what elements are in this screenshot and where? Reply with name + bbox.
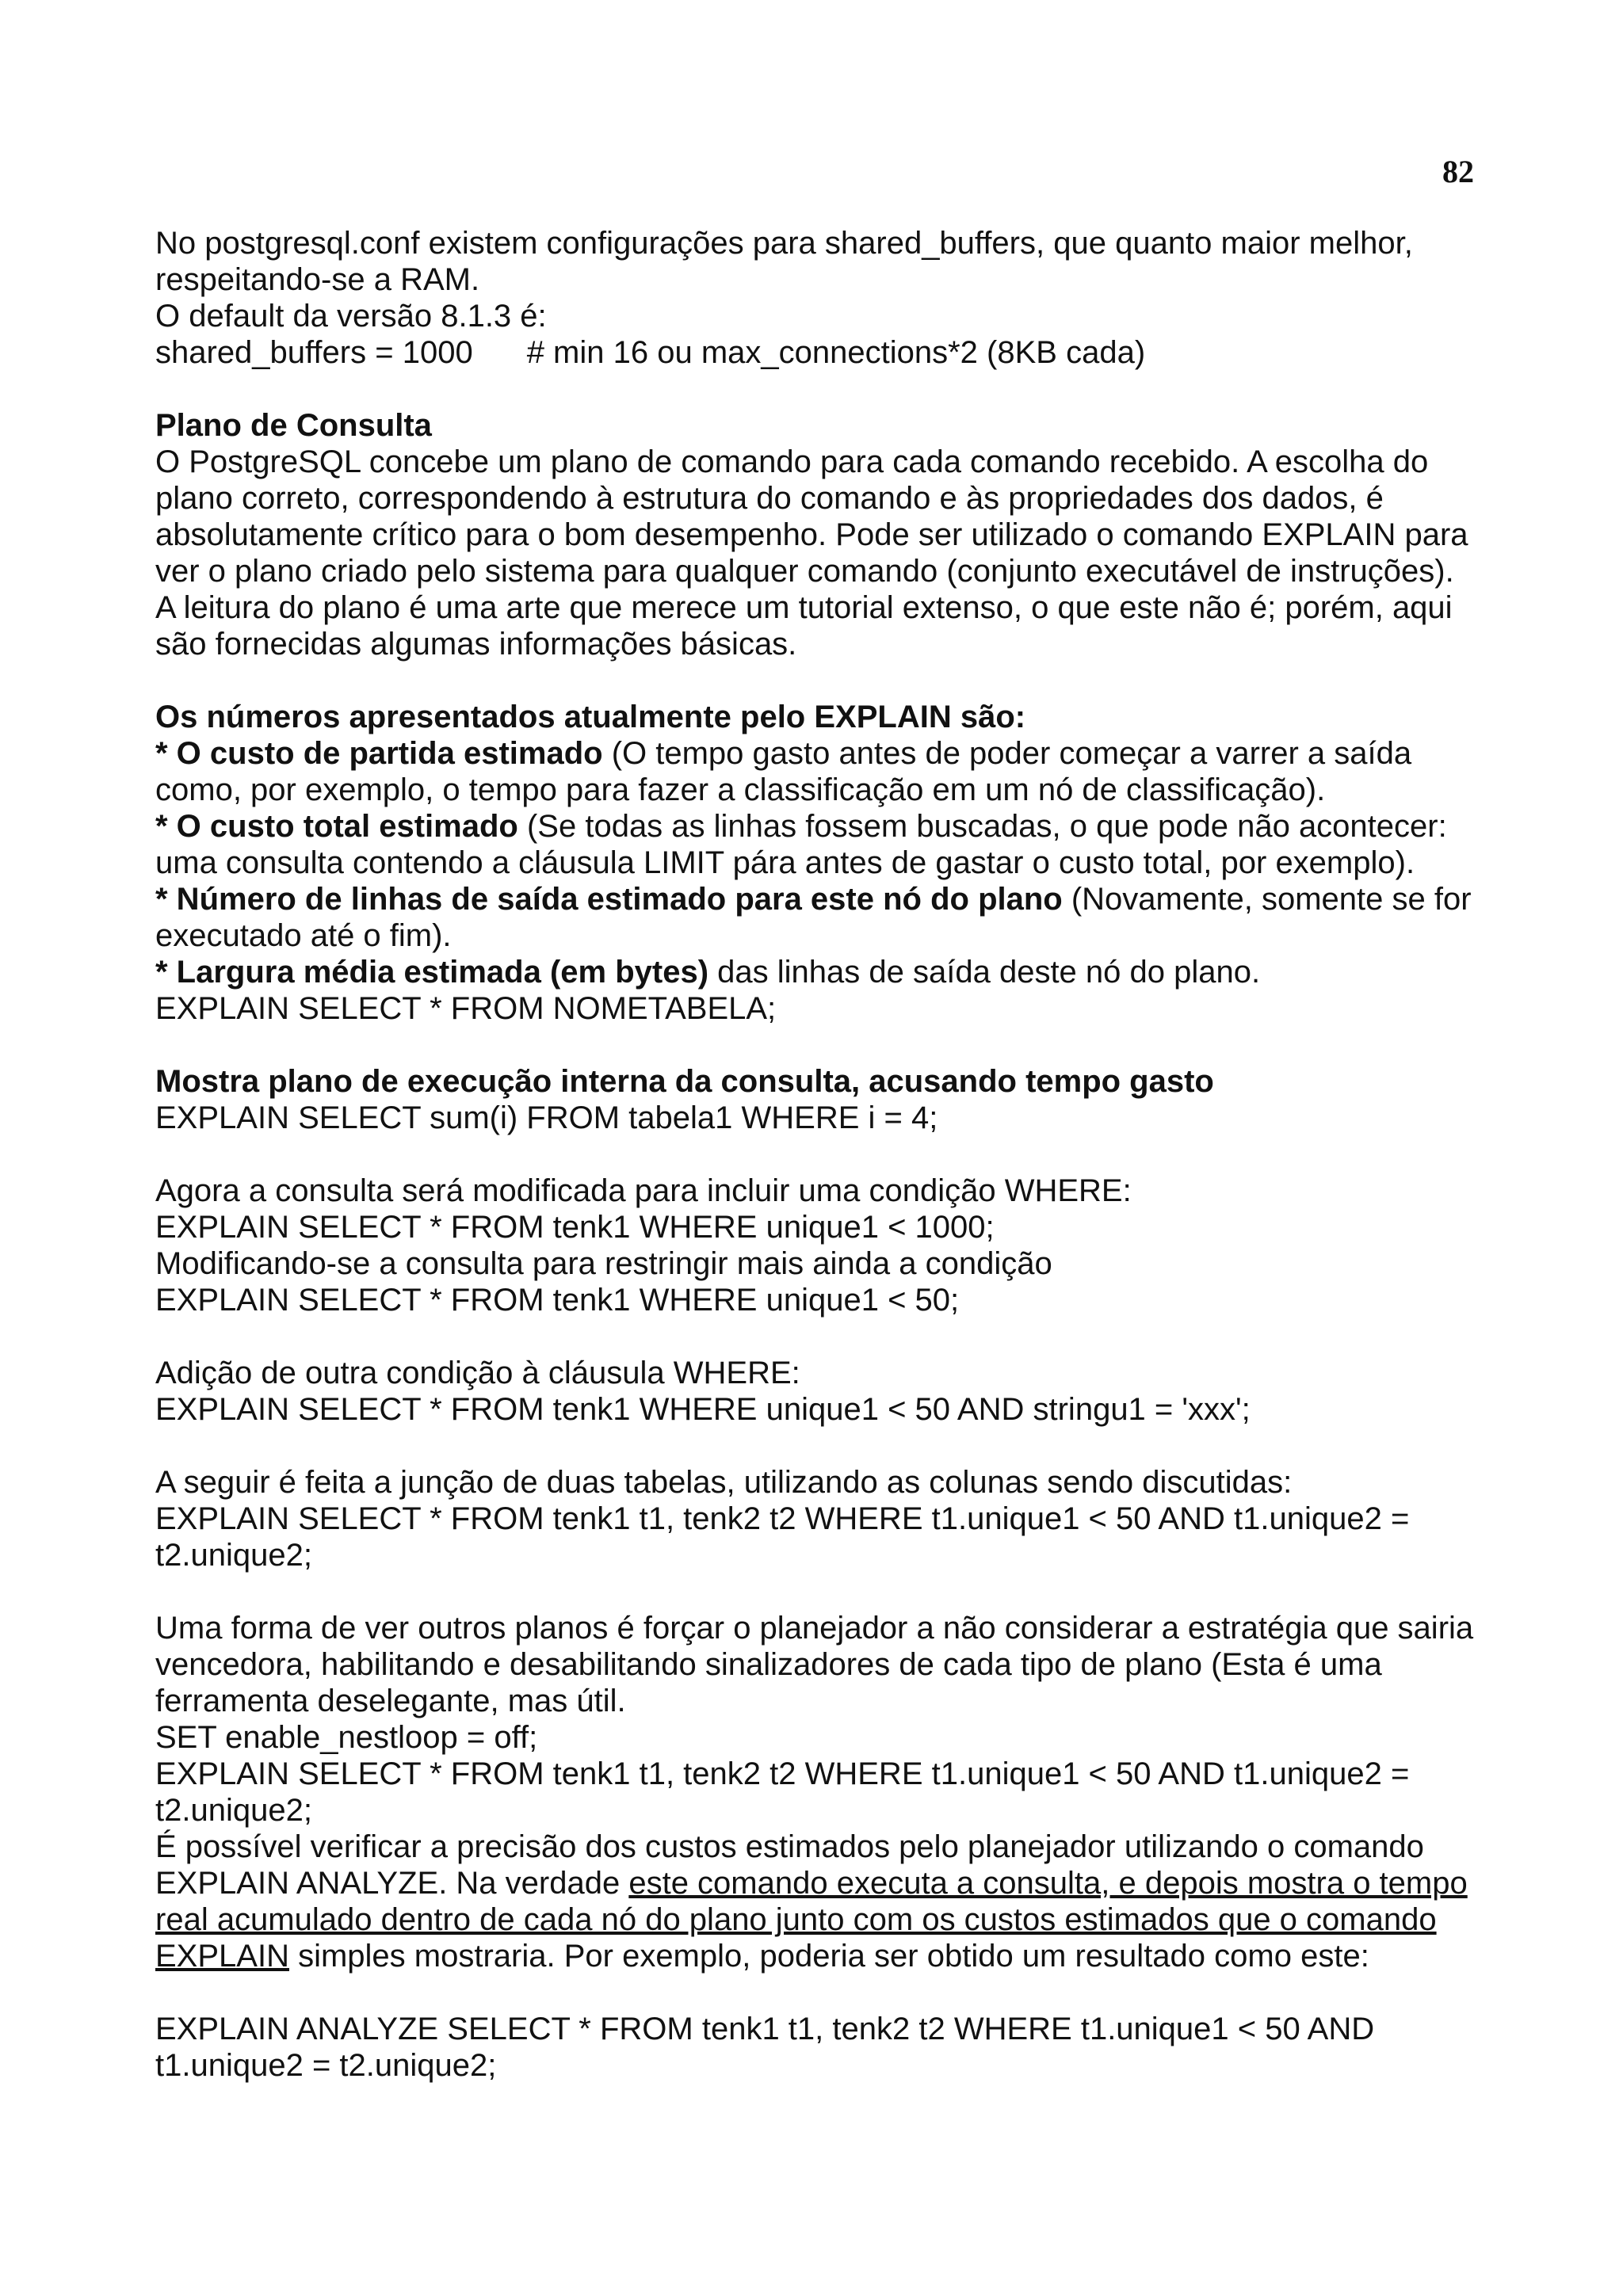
juncao-section — [155, 1464, 1550, 1573]
outros-planos-section — [155, 1610, 1550, 1974]
config-setting: shared_buffers = 1000 — [155, 335, 473, 370]
analyze-section — [155, 2011, 1550, 2084]
intro-paragraph — [155, 225, 1550, 371]
sql-command: t2.unique2; — [155, 1793, 312, 1828]
underlined-text: real acumulado dentro de cada nó do plano junto com os custos estimados que o comando — [155, 1902, 1437, 1937]
text-line: Modificando-se a consulta para restringir mais ainda a condição — [155, 1246, 1052, 1281]
text-line — [155, 1865, 1550, 1901]
text-line: O PostgreSQL concebe um plano de comando para cada comando recebido. A escolha do — [155, 444, 1429, 479]
section-heading: Mostra plano de execução interna da consulta, acusando tempo gasto — [155, 1064, 1214, 1099]
text-line: A leitura do plano é uma arte que merece um tutorial extenso, o que este não é; porém, aqui — [155, 590, 1453, 625]
page-number: 82 — [1442, 154, 1474, 189]
bullet-text: (Novamente, somente se for — [1062, 882, 1472, 917]
text-line: Adição de outra condição à cláusula WHERE: — [155, 1356, 800, 1390]
sql-command: SET enable_nestloop = off; — [155, 1720, 538, 1755]
bullet-item — [155, 954, 1550, 990]
text-line: ferramenta deselegante, mas útil. — [155, 1684, 626, 1718]
underlined-text: EXPLAIN — [155, 1939, 289, 1974]
sql-command: EXPLAIN SELECT * FROM tenk1 WHERE unique1 < 1000; — [155, 1210, 995, 1245]
config-comment: # min 16 ou max_connections*2 (8KB cada) — [526, 335, 1146, 370]
text-line — [155, 1938, 1550, 1974]
text-line: No postgresql.conf existem configurações para shared_buffers, que quanto maior melhor, — [155, 226, 1413, 261]
text-line: respeitando-se a RAM. — [155, 262, 480, 297]
text-line: uma consulta contendo a cláusula LIMIT pára antes de gastar o custo total, por exemplo). — [155, 845, 1415, 880]
sql-command: t1.unique2 = t2.unique2; — [155, 2048, 497, 2083]
text-line: plano correto, correspondendo à estrutura do comando e às propriedades dos dados, é — [155, 481, 1384, 516]
section-heading: Os números apresentados atualmente pelo EXPLAIN são: — [155, 700, 1026, 734]
bullet-text: das linhas de saída deste nó do plano. — [708, 955, 1261, 990]
bullet-term: * Número de linhas de saída estimado para este nó do plano — [155, 882, 1063, 917]
page-content — [155, 225, 1550, 2084]
mostra-section — [155, 1063, 1550, 1136]
bullet-term: * O custo total estimado — [155, 809, 518, 844]
bullet-item — [155, 808, 1550, 845]
text-line: ver o plano criado pelo sistema para qualquer comando (conjunto executável de instruções). — [155, 554, 1454, 589]
section-heading: Plano de Consulta — [155, 408, 432, 443]
text-line: Uma forma de ver outros planos é forçar o planejador a não considerar a estratégia que sairia — [155, 1611, 1474, 1646]
where-section — [155, 1173, 1550, 1318]
sql-command: EXPLAIN SELECT * FROM tenk1 t1, tenk2 t2 WHERE t1.unique1 < 50 AND t1.unique2 = — [155, 1501, 1410, 1536]
adicao-section — [155, 1355, 1550, 1428]
text-line: O default da versão 8.1.3 é: — [155, 299, 547, 334]
sql-command: EXPLAIN SELECT sum(i) FROM tabela1 WHERE i = 4; — [155, 1100, 938, 1135]
bullet-text: (Se todas as linhas fossem buscadas, o que pode não acontecer: — [517, 809, 1447, 844]
config-line — [155, 334, 1550, 371]
sql-command: t2.unique2; — [155, 1538, 312, 1573]
text-line: A seguir é feita a junção de duas tabelas, utilizando as colunas sendo discutidas: — [155, 1465, 1293, 1500]
bullet-term: * O custo de partida estimado — [155, 736, 603, 771]
plano-section — [155, 407, 1550, 662]
bullet-text: (O tempo gasto antes de poder começar a varrer a saída — [602, 736, 1412, 771]
sql-command: EXPLAIN SELECT * FROM tenk1 WHERE unique1 < 50; — [155, 1283, 960, 1318]
sql-command: EXPLAIN ANALYZE SELECT * FROM tenk1 t1, tenk2 t2 WHERE t1.unique1 < 50 AND — [155, 2012, 1375, 2046]
text-line: absolutamente crítico para o bom desempenho. Pode ser utilizado o comando EXPLAIN para — [155, 517, 1468, 552]
numeros-section — [155, 699, 1550, 1027]
underlined-text: este comando executa a consulta, e depois mostra o tempo — [628, 1866, 1468, 1901]
bullet-item — [155, 735, 1550, 772]
text-line: como, por exemplo, o tempo para fazer a classificação em um nó de classificação). — [155, 772, 1326, 807]
plain-text: EXPLAIN ANALYZE. Na verdade — [155, 1866, 629, 1901]
text-line: vencedora, habilitando e desabilitando sinalizadores de cada tipo de plano (Esta é uma — [155, 1647, 1382, 1682]
text-line: são fornecidas algumas informações básicas. — [155, 627, 797, 662]
bullet-term: * Largura média estimada (em bytes) — [155, 955, 709, 990]
plain-text: simples mostraria. Por exemplo, poderia ser obtido um resultado como este: — [288, 1939, 1369, 1974]
text-line: executado até o fim). — [155, 918, 452, 953]
sql-command: EXPLAIN SELECT * FROM NOMETABELA; — [155, 991, 777, 1026]
sql-command: EXPLAIN SELECT * FROM tenk1 t1, tenk2 t2 WHERE t1.unique1 < 50 AND t1.unique2 = — [155, 1756, 1410, 1791]
sql-command: EXPLAIN SELECT * FROM tenk1 WHERE unique1 < 50 AND stringu1 = 'xxx'; — [155, 1392, 1251, 1427]
bullet-item — [155, 881, 1550, 917]
text-line: Agora a consulta será modificada para incluir uma condição WHERE: — [155, 1173, 1132, 1208]
text-line: É possível verificar a precisão dos custos estimados pelo planejador utilizando o comando — [155, 1829, 1424, 1864]
